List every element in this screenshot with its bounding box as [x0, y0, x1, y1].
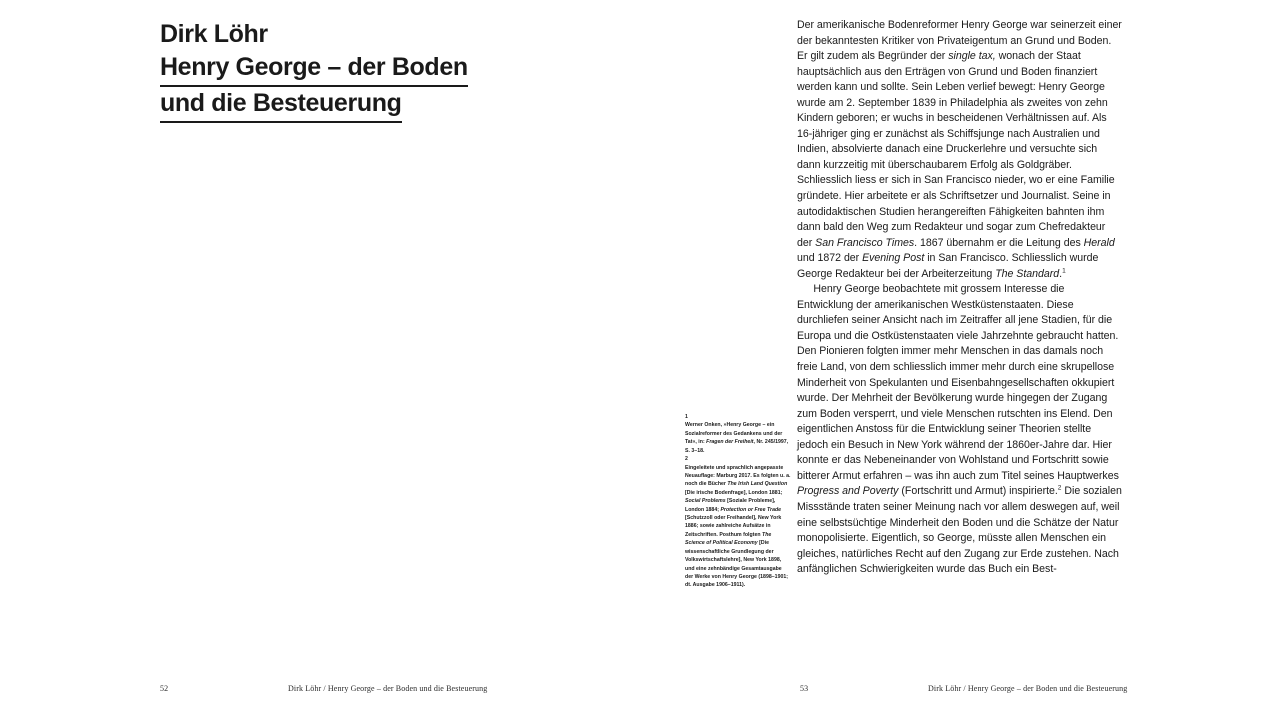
- footnotes-column: [685, 413, 791, 590]
- footnote-text: Eingeleitete und sprachlich angepasste Neuauflage: Marburg 2017. Es folgten u. a. noch die Bücher The Irish Land Question [Die irische Bodenfrage], London 1881; Social Problems [Soziale Probleme], London 1884; Protection or Free Trade [Schutzzoll oder Freihandel], New York 1886; sowie zahlreiche Aufsätze in Zeitschriften. Posthum folgten The Science of Political Economy [Die wissenschaftliche Grundlegung der Volkswirtschaftslehre], New York 1898, und eine zehnbändige Gesamtausgabe der Werke von Henry George (1898–1901; dt. Ausgabe 1906–1911).: [685, 464, 791, 589]
- body-paragraph: Der amerikanische Bodenreformer Henry George war seinerzeit einer der bekanntesten Kritiker von Privateigentum an Grund und Boden. Er gilt zudem als Begründer der single tax, wonach der Staat hauptsächlich aus den Erträgen von Grund und Boden finanziert werden kann und sollte. Sein Leben verlief bewegt: Henry George wurde am 2. September 1839 in Philadelphia als zweites von zehn Kindern geboren; er wuchs in bescheidenen Verhältnissen auf. Als 16-jähriger ging er zunächst als Schiffsjunge nach Australien und Indien, absolvierte danach eine Druckerlehre und versuchte sich dann kurzzeitig mit überschaubarem Erfolg als Goldgräber. Schliesslich liess er sich in San Francisco nieder, wo er eine Familie gründete. Hier arbeitete er als Schriftsetzer und Journalist. Seine in autodidaktischen Studien herangereiften Fähigkeiten bahnten ihm dann bald den Weg zum Redakteur und sogar zum Chefredakteur der San Francisco Times. 1867 übernahm er die Leitung des Herald und 1872 der Evening Post in San Francisco. Schliesslich wurde George Redakteur bei der Arbeiterzeitung The Standard.$^1$: [797, 19, 1122, 280]
- body-paragraph: Henry George beobachtete mit grossem Interesse die Entwicklung der amerikanischen Westküstenstaaten. Diese durchliefen seiner Ansicht nach im Zeitraffer all jene Stadien, für die Europa und die Ostküstenstaaten viele Jahrzehnte gebraucht hatten. Den Pionieren folgten immer mehr Menschen in das damals noch freie Land, von dem schliesslich immer mehr durch eine skrupellose Minderheit von Spekulanten und Eisenbahngesellschaften okkupiert wurde. Der Mehrheit der Bevölkerung wurde hingegen der Zugang zum Boden versperrt, und viele Menschen rutschten ins Elend. Den eigentlichen Anstoss für die Entwicklung seiner Theorien stellte jedoch ein Besuch in New York während der 1860er-Jahre dar. Hier konnte er das Nebeneinander von Wohlstand und Fortschritt sowie bitterer Armut erfahren – was ihn auch zum Titel seines Hauptwerkes Progress and Poverty (Fortschritt und Armut) inspirierte.$^2$ Die sozialen Missstände traten seiner Meinung nach vor allem deswegen auf, weil eine selbstsüchtige Minderheit den Boden und die Schätze der Natur monopolisierte. Eigentlich, so George, müsste allen Menschen ein gleiches, natürliches Recht auf den Zugang zur Erde zustehen. Nach anfänglichen Schwierigkeiten wurde das Buch ein Best-: [797, 283, 1122, 576]
- footnote-number: 1: [685, 414, 688, 420]
- left-page-footer: [160, 684, 488, 693]
- chapter-title-line-1-text: Henry George – der Boden: [160, 51, 468, 87]
- chapter-author: Dirk Löhr: [160, 20, 268, 48]
- page-number-left: 52: [160, 684, 169, 693]
- footnote: [685, 455, 791, 590]
- body-text-column: [797, 18, 1122, 578]
- chapter-title-line-2-text: und die Besteuerung: [160, 87, 402, 123]
- footnote-number: 2: [685, 456, 688, 463]
- chapter-title-line-2: [160, 87, 580, 123]
- running-head-left: Dirk Löhr / Henry George – der Boden und die Besteuerung: [288, 684, 488, 693]
- chapter-title-block: [160, 18, 580, 123]
- running-head-right: Dirk Löhr / Henry George – der Boden und die Besteuerung: [928, 684, 1128, 693]
- page-number-right: 53: [800, 684, 809, 693]
- right-page-footer: [800, 684, 1128, 693]
- footnote: [685, 413, 791, 455]
- footnote-text: Werner Onken, »Henry George – ein Sozialreformer des Gedankens und der Tat«, in: Fragen der Freiheit, Nr. 245/1997, S. 3–18.: [685, 422, 789, 454]
- chapter-title-line-1: [160, 51, 580, 87]
- right-page: [640, 0, 1280, 720]
